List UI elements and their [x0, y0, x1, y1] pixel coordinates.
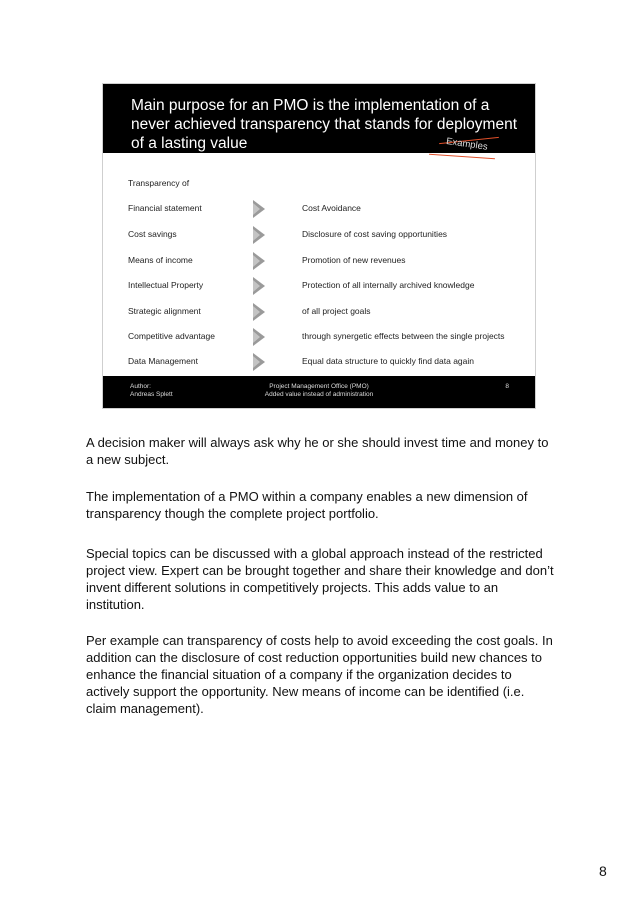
- row-left-label: Financial statement: [128, 203, 202, 213]
- slide-title: Main purpose for an PMO is the implementation of a never achieved transparency that stands for deployment of a lasting value: [131, 97, 518, 152]
- author-label: Author:: [130, 383, 151, 390]
- paragraph: A decision maker will always ask why he or she should invest time and money to a new subject.: [86, 435, 549, 467]
- transparency-row: [103, 280, 535, 294]
- slide-footer: [103, 376, 535, 408]
- slide-header: [103, 84, 535, 153]
- transparency-row: [103, 229, 535, 243]
- row-left-label: Means of income: [128, 255, 193, 265]
- examples-tag: Examples: [445, 136, 489, 153]
- footer-center: [103, 383, 535, 399]
- row-right-label: Promotion of new revenues: [302, 255, 406, 265]
- footer-subtitle: Added value instead of administration: [264, 391, 374, 398]
- examples-underline: [429, 154, 495, 160]
- arrow-icon: [253, 353, 265, 371]
- transparency-row: [103, 203, 535, 217]
- author-name: Andreas Splett: [130, 391, 173, 398]
- row-left-label: Intellectual Property: [128, 280, 204, 290]
- row-right-label: Equal data structure to quickly find data again: [302, 356, 474, 366]
- transparency-row: [103, 306, 535, 320]
- paragraph: Special topics can be discussed with a global approach instead of the restricted project view. Expert can be brought together and share their knowledge and don’t invent different solutions in competitively projects. This adds value to an institution.: [86, 546, 554, 612]
- row-left-label: Cost savings: [128, 229, 177, 239]
- row-right-label: of all project goals: [302, 306, 371, 316]
- arrow-icon: [253, 226, 265, 244]
- paragraph: Per example can transparency of costs help to avoid exceeding the cost goals. In addition can the disclosure of cost reduction opportunities build new chances to enhance the financial situation of a company if the organization decides to actively support the opportunity. New means of income can be identified (i.e. claim management).: [86, 633, 553, 716]
- row-left-label: Competitive advantage: [128, 331, 215, 341]
- arrow-icon: [253, 252, 265, 270]
- row-right-label: Protection of all internally archived knowledge: [302, 280, 475, 290]
- slide-image: [102, 83, 536, 409]
- transparency-label: Transparency of: [128, 178, 190, 188]
- row-left-label: Data Management: [128, 356, 198, 366]
- transparency-row: [103, 331, 535, 345]
- row-left-label: Strategic alignment: [128, 306, 201, 316]
- arrow-icon: [253, 303, 265, 321]
- row-right-label: Disclosure of cost saving opportunities: [302, 229, 448, 239]
- arrow-icon: [253, 200, 265, 218]
- page-number: 8: [599, 863, 607, 879]
- row-right-label: through synergetic effects between the single projects: [302, 331, 505, 341]
- arrow-icon: [253, 328, 265, 346]
- slide-page-number: 8: [505, 383, 509, 390]
- transparency-row: [103, 255, 535, 269]
- row-right-label: Cost Avoidance: [302, 203, 361, 213]
- footer-title: Project Management Office (PMO): [269, 383, 369, 390]
- paragraph: The implementation of a PMO within a company enables a new dimension of transparency though the complete project portfolio.: [86, 489, 528, 521]
- transparency-row: [103, 356, 535, 370]
- arrow-icon: [253, 277, 265, 295]
